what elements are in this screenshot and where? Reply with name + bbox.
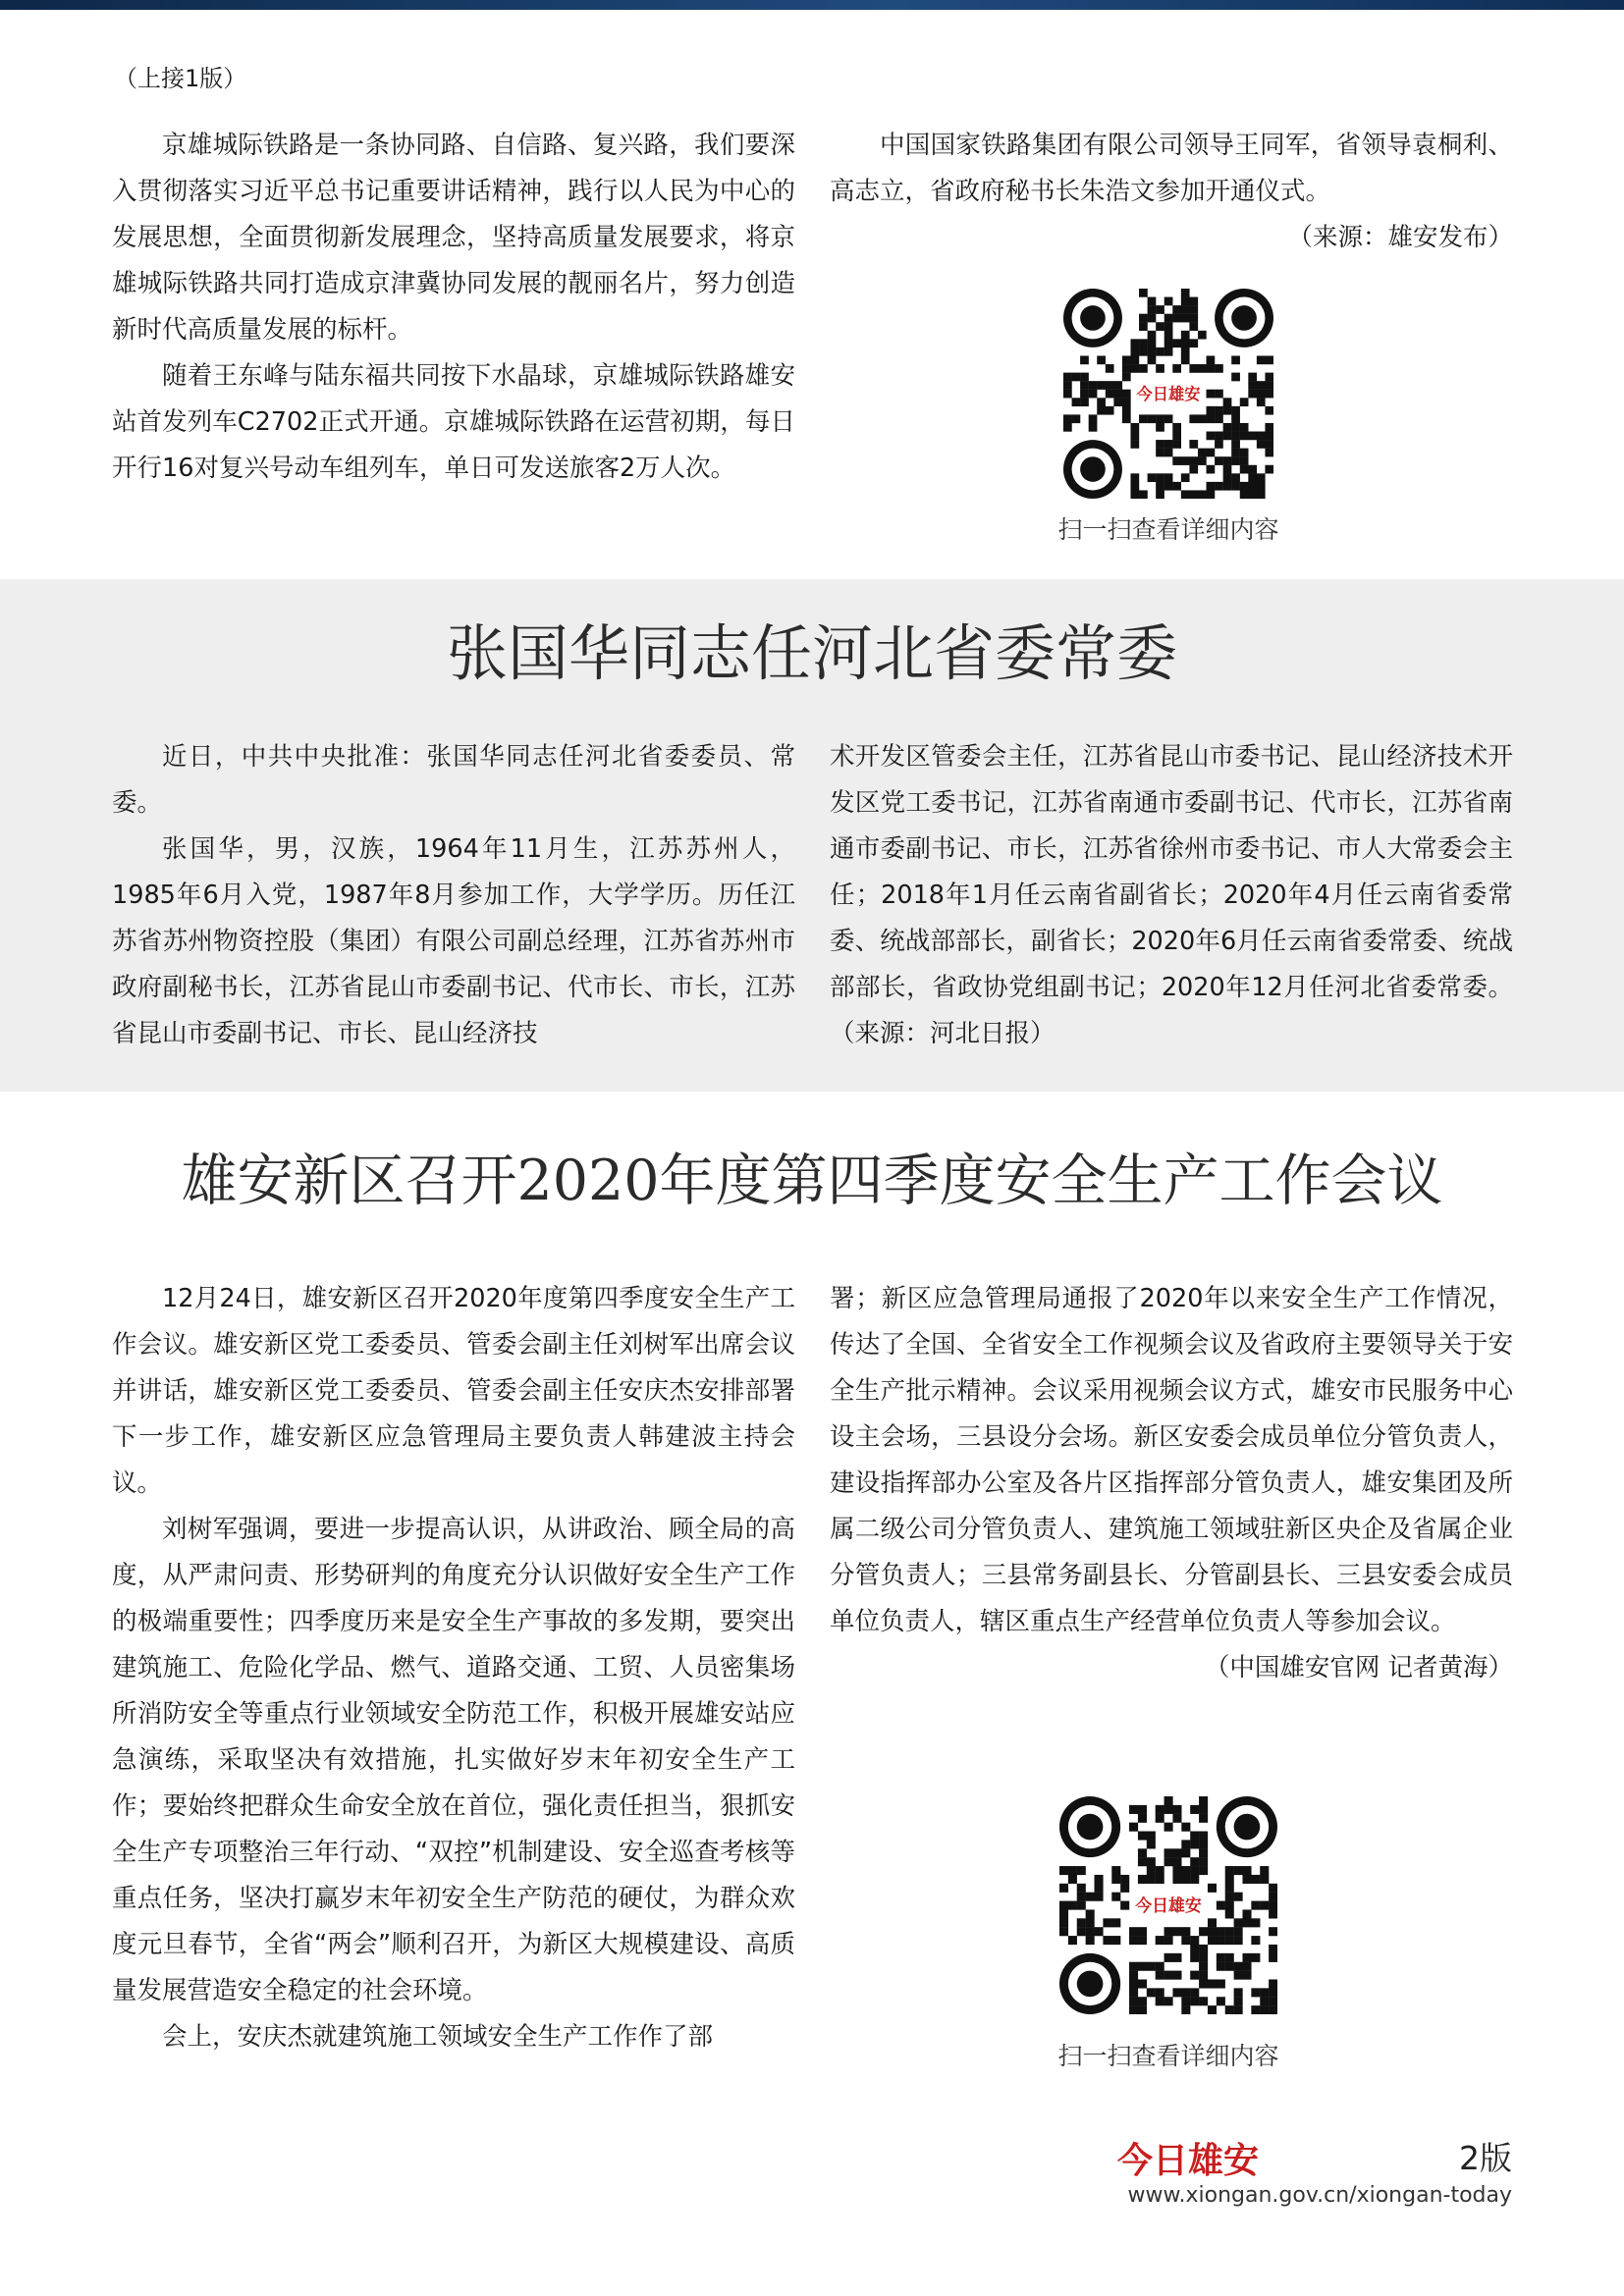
qr-code[interactable] bbox=[1059, 1796, 1277, 2014]
article2-left-column bbox=[112, 734, 795, 1057]
article2-headline: 张国华同志任河北省委常委 bbox=[446, 617, 1177, 689]
article3-paragraph: 会上，安庆杰就建筑施工领域安全生产工作作了部 bbox=[162, 2022, 714, 2052]
continued-from-label: （上接1版） bbox=[114, 65, 247, 92]
qr-center-logo: 今日雄安 bbox=[1135, 1896, 1202, 1916]
qr-code-graphic bbox=[1063, 289, 1273, 499]
article1-right-column bbox=[830, 123, 1513, 261]
article3-headline: 雄安新区召开2020年度第四季度安全生产工作会议 bbox=[181, 1148, 1443, 1213]
article1-source: （来源：雄安发布） bbox=[1287, 223, 1513, 252]
article3-paragraph: 刘树军强调，要进一步提高认识，从讲政治、顾全局的高度，从严肃问责、形势研判的角度充分认识做好安全生产工作的极端重要性；四季度历来是安全生产事故的多发期，要突出建筑施工、危险化学品、燃气、道路交通、工贸、人员密集场所消防安全等重点行业领域安全防范工作，积极开展雄安站应急演练，采取坚决有效措施，扎实做好岁末年初安全生产工作；要始终把群众生命安全放在首位，强化责任担当，狠抓安全生产专项整治三年行动、“双控”机制建设、安全巡查考核等重点任务，坚决打赢岁末年初安全生产防范的硬仗，为群众欢度元旦春节，全省“两会”顺利召开，为新区大规模建设、高质量发展营造安全稳定的社会环境。 bbox=[112, 1515, 795, 2005]
qr-center-logo: 今日雄安 bbox=[1136, 384, 1201, 403]
article1-paragraph: 随着王东峰与陆东福共同按下水晶球，京雄城际铁路雄安站首发列车C2702正式开通。京雄城际铁路在运营初期，每日开行16对复兴号动车组列车，单日可发送旅客2万人次。 bbox=[112, 361, 795, 483]
qr-code-graphic bbox=[1059, 1796, 1277, 2014]
top-decorative-bar bbox=[0, 0, 1624, 10]
article2-right-column bbox=[830, 734, 1513, 1057]
newspaper-logo: 今日雄安 bbox=[1117, 2140, 1260, 2181]
article2-paragraph: 术开发区管委会主任，江苏省昆山市委书记、昆山经济技术开发区党工委书记，江苏省南通市委副书记、代市长，江苏省南通市委副书记、市长，江苏省徐州市委书记、市人大常委会主任；2018年1月任云南省副省长；2020年4月任云南省委常委、统战部部长，副省长；2020年6月任云南省委常委、统战部部长，省政协党组副书记；2020年12月任河北省委常委。（来源：河北日报） bbox=[830, 742, 1513, 1048]
article1-paragraph: 京雄城际铁路是一条协同路、自信路、复兴路，我们要深入贯彻落实习近平总书记重要讲话精神，践行以人民为中心的发展思想，全面贯彻新发展理念，坚持高质量发展要求，将京雄城际铁路共同打造成京津冀协同发展的靓丽名片，努力创造新时代高质量发展的标杆。 bbox=[112, 131, 795, 345]
article2-paragraph: 近日，中共中央批准：张国华同志任河北省委委员、常委。 bbox=[112, 742, 795, 818]
article2-paragraph: 张国华，男，汉族，1964年11月生，江苏苏州人，1985年6月入党，1987年8月参加工作，大学学历。历任江苏省苏州物资控股（集团）有限公司副总经理，江苏省苏州市政府副秘书长，江苏省昆山市委副书记、代市长、市长，江苏省昆山市委副书记、市长、昆山经济技 bbox=[112, 834, 795, 1048]
article3-source: （中国雄安官网 记者黄海） bbox=[1204, 1653, 1513, 1682]
article3-paragraph: 署；新区应急管理局通报了2020年以来安全生产工作情况，传达了全国、全省安全工作视频会议及省政府主要领导关于安全生产批示精神。会议采用视频会议方式，雄安市民服务中心设主会场，三县设分会场。新区安委会成员单位分管负责人，建设指挥部办公室及各片区指挥部分管负责人，雄安集团及所属二级公司分管负责人、建筑施工领域驻新区央企及省属企业分管负责人；三县常务副县长、分管副县长、三县安委会成员单位负责人，辖区重点生产经营单位负责人等参加会议。 bbox=[830, 1284, 1513, 1636]
article3-left-column bbox=[112, 1276, 795, 2060]
page-number: 2版 bbox=[1459, 2139, 1512, 2177]
article1-left-column bbox=[112, 123, 795, 492]
qr-code[interactable] bbox=[1063, 289, 1273, 499]
article3-paragraph: 12月24日，雄安新区召开2020年度第四季度安全生产工作会议。雄安新区党工委委员、管委会副主任刘树军出席会议并讲话，雄安新区党工委委员、管委会副主任安庆杰安排部署下一步工作，雄安新区应急管理局主要负责人韩建波主持会议。 bbox=[112, 1284, 795, 1498]
article3-right-column bbox=[830, 1276, 1513, 1691]
qr-caption: 扫一扫查看详细内容 bbox=[1057, 515, 1279, 544]
site-url[interactable]: www.xiongan.gov.cn/xiongan-today bbox=[1127, 2183, 1512, 2208]
article1-paragraph: 中国国家铁路集团有限公司领导王同军，省领导袁桐利、高志立，省政府秘书长朱浩文参加开通仪式。 bbox=[830, 131, 1513, 206]
qr-caption: 扫一扫查看详细内容 bbox=[1057, 2042, 1279, 2070]
